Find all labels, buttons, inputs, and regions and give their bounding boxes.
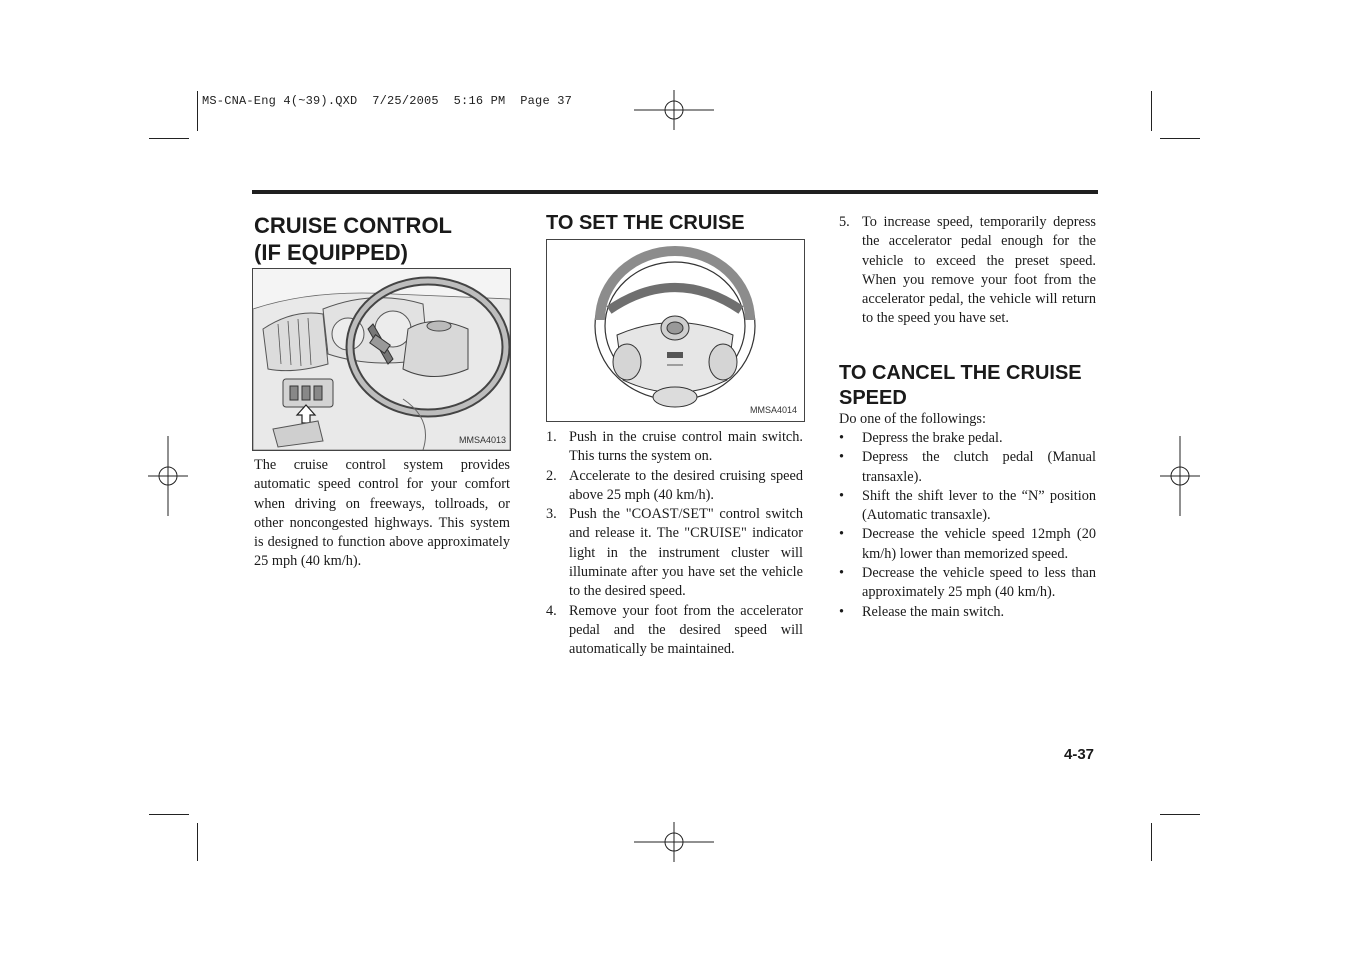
bullet-mark: • bbox=[839, 526, 845, 543]
bullet-text: Shift the shift lever to the “N” position (Automatic transaxle). bbox=[862, 487, 1096, 524]
list-item bbox=[839, 448, 1096, 487]
figure-code-left: MMSA4013 bbox=[459, 435, 507, 445]
bullet-text: Decrease the vehicle speed to less than approximately 25 mph (40 km/h). bbox=[862, 565, 1096, 601]
step-text: Accelerate to the desired cruising speed above 25 mph (40 km/h). bbox=[569, 467, 803, 503]
bullet-text: Depress the brake pedal. bbox=[862, 430, 1003, 446]
page-number: 4-37 bbox=[1064, 746, 1095, 763]
list-item bbox=[546, 505, 803, 601]
step-text: Push in the cruise control main switch. This turns the system on. bbox=[569, 429, 803, 465]
section-heading-cancel-cruise: TO CANCEL THE CRUISE SPEED bbox=[839, 362, 1082, 409]
section-heading-set-cruise: TO SET THE CRUISE bbox=[546, 212, 745, 234]
step-number: 5. bbox=[839, 214, 850, 230]
list-item bbox=[839, 603, 1096, 622]
registration-mark-top bbox=[634, 90, 714, 130]
heading-line-2: (IF EQUIPPED) bbox=[254, 240, 409, 265]
print-slug-line: MS-CNA-Eng 4(~39).QXD 7/25/2005 5:16 PM Page 37 bbox=[202, 94, 573, 108]
bullet-mark: • bbox=[839, 430, 845, 446]
step-number: 1. bbox=[546, 429, 557, 445]
step-text: To increase speed, temporarily depress the accelerator pedal enough for the vehicle to exceed the preset speed. When you remove your foot from the accelerator pedal, the vehicle will return to the speed you have set. bbox=[862, 214, 1096, 327]
bullet-text: Depress the clutch pedal (Manual transaxle). bbox=[862, 449, 1096, 485]
intro-paragraph: The cruise control system provides automatic speed control for your comfort when driving on freeways, tollroads, or other noncongested highways. This system is designed to function above approximately 25 mph (40 km/h). bbox=[254, 457, 510, 570]
step-number: 4. bbox=[546, 602, 557, 619]
step-number: 2. bbox=[546, 467, 557, 484]
dashboard-drawing bbox=[253, 269, 510, 450]
steering-wheel-drawing bbox=[547, 240, 804, 421]
list-item bbox=[839, 429, 1096, 448]
header-rule bbox=[252, 190, 1098, 194]
bullet-mark: • bbox=[839, 487, 845, 504]
registration-mark-right bbox=[1160, 436, 1200, 516]
list-item bbox=[839, 564, 1096, 603]
bullet-mark: • bbox=[839, 603, 845, 620]
registration-mark-left bbox=[148, 436, 188, 516]
list-item bbox=[839, 213, 1096, 329]
cancel-bullets bbox=[839, 429, 1096, 622]
bullet-text: Release the main switch. bbox=[862, 603, 1005, 620]
bullet-mark: • bbox=[839, 449, 845, 466]
figure-code-middle: MMSA4014 bbox=[750, 405, 798, 415]
bullet-mark: • bbox=[839, 565, 845, 582]
set-cruise-steps bbox=[546, 428, 803, 660]
step-number: 3. bbox=[546, 506, 557, 523]
list-item bbox=[546, 467, 803, 506]
section-heading-cruise-control bbox=[254, 212, 514, 266]
list-item bbox=[546, 602, 803, 660]
bullet-text: Decrease the vehicle speed 12mph (20 km/h) lower than memorized speed. bbox=[862, 526, 1096, 562]
list-item bbox=[546, 428, 803, 467]
registration-mark-bottom bbox=[634, 822, 714, 862]
heading-line-1: CRUISE CONTROL bbox=[254, 213, 452, 238]
figure-dashboard-illustration bbox=[252, 268, 511, 451]
list-item bbox=[839, 525, 1096, 564]
list-item bbox=[839, 487, 1096, 526]
step-text: Push the "COAST/SET" control switch and release it. The "CRUISE" indicator light in the instrument cluster will illuminate after you have set the vehicle to the desired speed. bbox=[569, 506, 803, 600]
cancel-lead-text: Do one of the followings: bbox=[839, 411, 986, 427]
step-text: Remove your foot from the accelerator pedal and the desired speed will automatically be maintained. bbox=[569, 602, 803, 658]
figure-steering-wheel bbox=[546, 239, 805, 422]
increase-speed-step bbox=[839, 213, 1096, 329]
